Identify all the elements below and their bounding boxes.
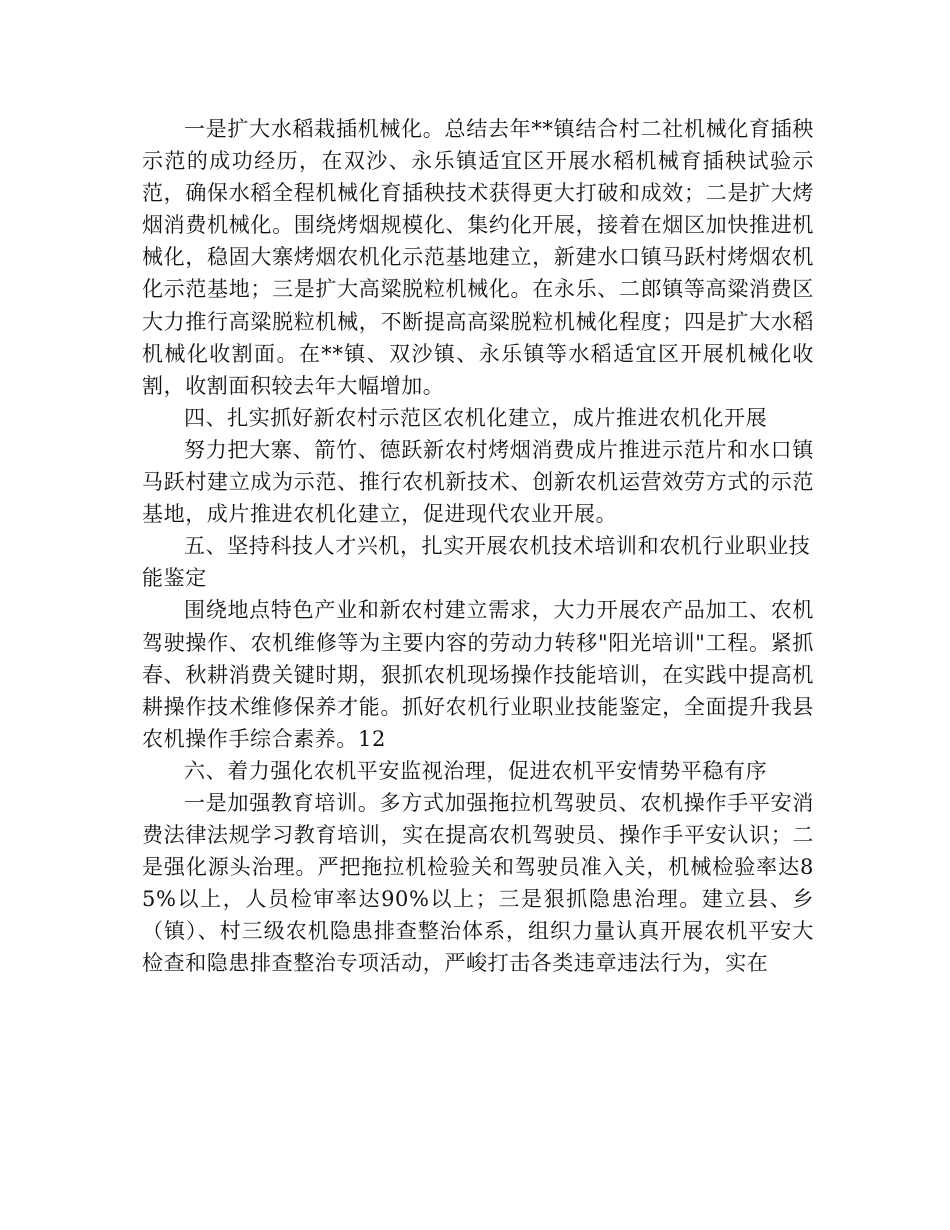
section-heading-4: 四、扎实抓好新农村示范区农机化建立，成片推进农机化开展 — [184, 405, 768, 430]
section-heading-6: 六、着力强化农机平安监视治理，促进农机平安情势平稳有序 — [184, 758, 768, 783]
paragraph-training: 围绕地点特色产业和新农村建立需求，大力开展农产品加工、农机驾驶操作、农机维修等为主要内容的劳动力转移"阳光培训"工程。紧抓春、秋耕消费关键时期，狠抓农机现场操作技能培训，在实践中提高机耕操作技术维修保养才能。抓好农机行业职业技能鉴定，全面提升我县农机操作手综合素养。12 — [142, 598, 814, 751]
section-heading-5: 五、坚持科技人才兴机，扎实开展农机技术培训和农机行业职业技能鉴定 — [142, 534, 811, 591]
paragraph-mechanization-expansion: 一是扩大水稻栽插机械化。总结去年**镇结合村二社机械化育插秧示范的成功经历，在双沙、永乐镇适宜区开展水稻机械育插秧试验示范，确保水稻全程机械化育插秧技术获得更大打破和成效；二是扩大烤烟消费机械化。围绕烤烟规模化、集约化开展，接着在烟区加快推进机械化，稳固大寨烤烟农机化示范基地建立，新建水口镇马跃村烤烟农机化示范基地；三是扩大高粱脱粒机械化。在永乐、二郎镇等高粱消费区大力推行高粱脱粒机械，不断提高高粱脱粒机械化程度；四是扩大水稻机械化收割面。在**镇、双沙镇、永乐镇等水稻适宜区开展机械化收割，收割面积较去年大幅增加。 — [142, 117, 814, 398]
document-page — [142, 113, 814, 980]
paragraph-new-village-demo: 努力把大寨、箭竹、德跃新农村烤烟消费成片推进示范片和水口镇马跃村建立成为示范、推行农机新技术、创新农机运营效劳方式的示范基地，成片推进农机化建立，促进现代农业开展。 — [142, 437, 814, 527]
paragraph-safety: 一是加强教育培训。多方式加强拖拉机驾驶员、农机操作手平安消费法律法规学习教育培训，实在提高农机驾驶员、操作手平安认识；二是强化源头治理。严把拖拉机检验关和驾驶员准入关，机械检验率达85%以上，人员检审率达90%以上；三是狠抓隐患治理。建立县、乡（镇）、村三级农机隐患排查整治体系，组织力量认真开展农机平安大检查和隐患排查整治专项活动，严峻打击各类违章违法行为，实在 — [142, 790, 814, 976]
